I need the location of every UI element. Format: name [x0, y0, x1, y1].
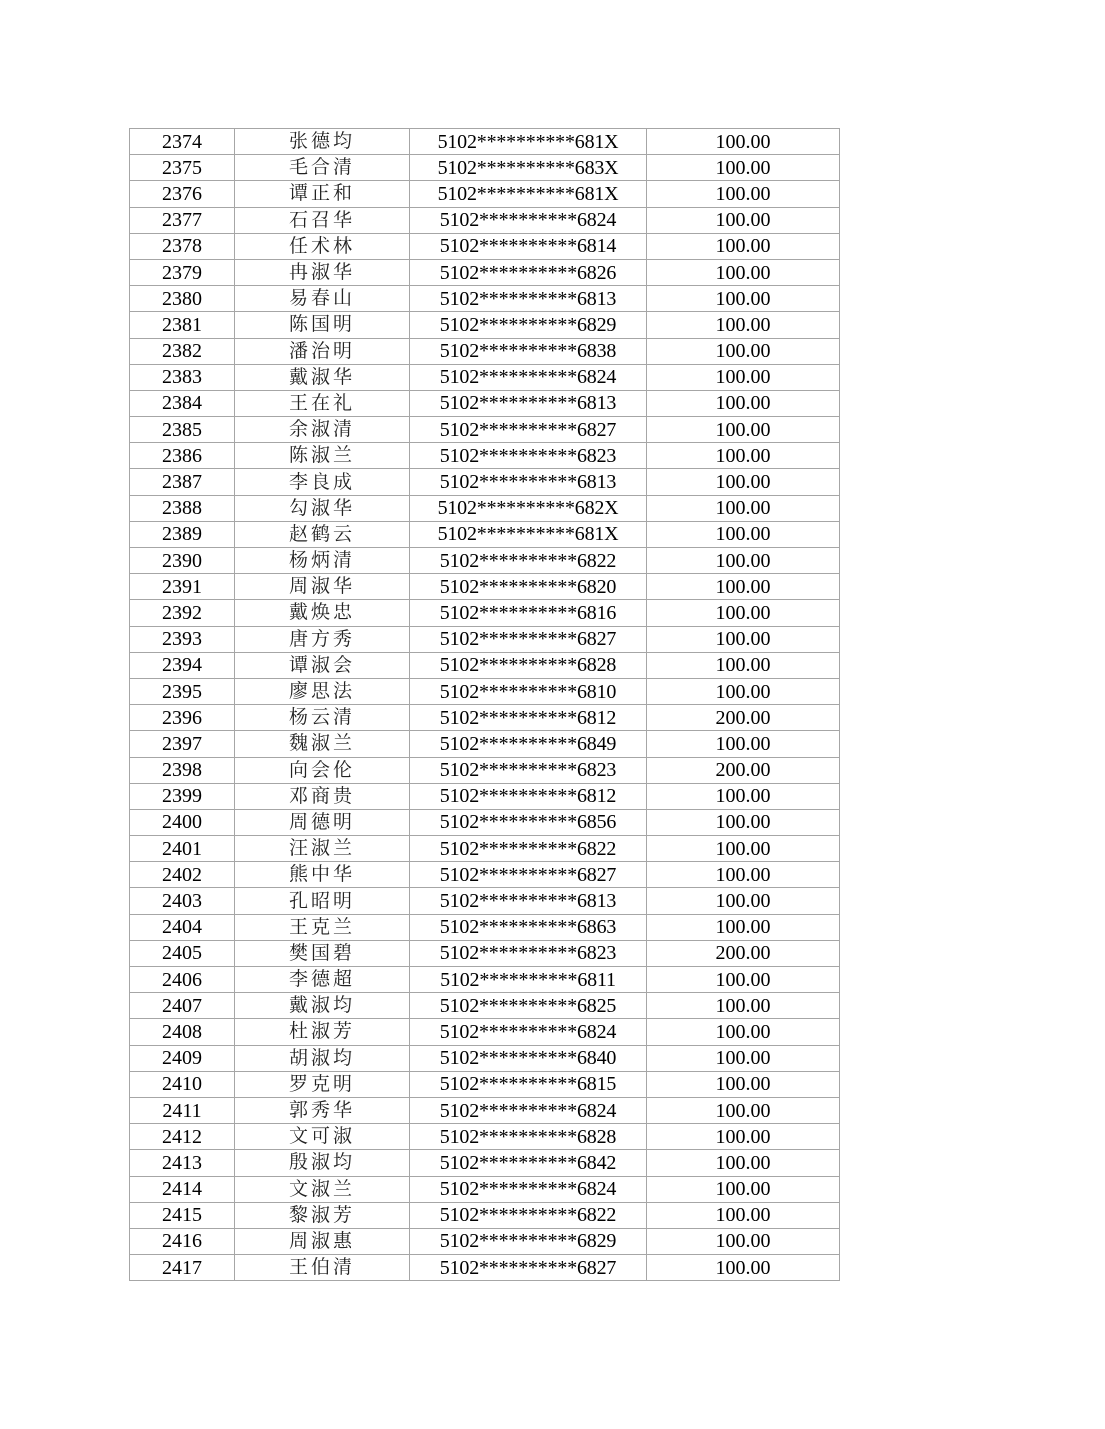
name-cell: 黎淑芳 — [235, 1202, 410, 1228]
name-cell: 殷淑均 — [235, 1150, 410, 1176]
row-number-cell: 2412 — [130, 1124, 235, 1150]
table-row — [130, 286, 840, 312]
id-number-cell: 5102**********6827 — [410, 417, 647, 443]
table-row — [130, 626, 840, 652]
name-cell: 李良成 — [235, 469, 410, 495]
row-number-cell: 2408 — [130, 1019, 235, 1045]
id-number-cell: 5102**********6826 — [410, 259, 647, 285]
table-row — [130, 155, 840, 181]
amount-cell: 100.00 — [647, 652, 840, 678]
table-row — [130, 1124, 840, 1150]
amount-cell: 100.00 — [647, 207, 840, 233]
table-row — [130, 731, 840, 757]
amount-cell: 100.00 — [647, 364, 840, 390]
id-number-cell: 5102**********6813 — [410, 469, 647, 495]
table-row — [130, 364, 840, 390]
amount-cell: 100.00 — [647, 469, 840, 495]
amount-cell: 200.00 — [647, 940, 840, 966]
row-number-cell: 2394 — [130, 652, 235, 678]
table-row — [130, 207, 840, 233]
name-cell: 樊国碧 — [235, 940, 410, 966]
amount-cell: 100.00 — [647, 1228, 840, 1254]
table-row — [130, 600, 840, 626]
amount-cell: 100.00 — [647, 312, 840, 338]
row-number-cell: 2396 — [130, 705, 235, 731]
name-cell: 杨炳清 — [235, 548, 410, 574]
table-row — [130, 1019, 840, 1045]
name-cell: 潘治明 — [235, 338, 410, 364]
row-number-cell: 2410 — [130, 1071, 235, 1097]
id-number-cell: 5102**********6822 — [410, 1202, 647, 1228]
table-row — [130, 757, 840, 783]
row-number-cell: 2417 — [130, 1255, 235, 1281]
row-number-cell: 2409 — [130, 1045, 235, 1071]
name-cell: 李德超 — [235, 967, 410, 993]
row-number-cell: 2377 — [130, 207, 235, 233]
table-row — [130, 1150, 840, 1176]
row-number-cell: 2403 — [130, 888, 235, 914]
id-number-cell: 5102**********6838 — [410, 338, 647, 364]
id-number-cell: 5102**********6842 — [410, 1150, 647, 1176]
amount-cell: 100.00 — [647, 155, 840, 181]
id-number-cell: 5102**********6813 — [410, 286, 647, 312]
row-number-cell: 2393 — [130, 626, 235, 652]
id-number-cell: 5102**********6815 — [410, 1071, 647, 1097]
name-cell: 杨云清 — [235, 705, 410, 731]
table-row — [130, 548, 840, 574]
amount-cell: 100.00 — [647, 286, 840, 312]
id-number-cell: 5102**********681X — [410, 129, 647, 155]
id-number-cell: 5102**********6813 — [410, 888, 647, 914]
row-number-cell: 2416 — [130, 1228, 235, 1254]
table-row — [130, 1097, 840, 1123]
row-number-cell: 2413 — [130, 1150, 235, 1176]
id-number-cell: 5102**********6812 — [410, 783, 647, 809]
amount-cell: 100.00 — [647, 1097, 840, 1123]
amount-cell: 100.00 — [647, 626, 840, 652]
amount-cell: 100.00 — [647, 390, 840, 416]
amount-cell: 100.00 — [647, 1176, 840, 1202]
id-number-cell: 5102**********681X — [410, 181, 647, 207]
row-number-cell: 2398 — [130, 757, 235, 783]
id-number-cell: 5102**********682X — [410, 495, 647, 521]
name-cell: 陈国明 — [235, 312, 410, 338]
amount-cell: 100.00 — [647, 259, 840, 285]
name-cell: 罗克明 — [235, 1071, 410, 1097]
name-cell: 张德均 — [235, 129, 410, 155]
row-number-cell: 2405 — [130, 940, 235, 966]
name-cell: 余淑清 — [235, 417, 410, 443]
id-number-cell: 5102**********6827 — [410, 862, 647, 888]
row-number-cell: 2381 — [130, 312, 235, 338]
name-cell: 谭正和 — [235, 181, 410, 207]
amount-cell: 100.00 — [647, 181, 840, 207]
row-number-cell: 2404 — [130, 914, 235, 940]
name-cell: 唐方秀 — [235, 626, 410, 652]
row-number-cell: 2388 — [130, 495, 235, 521]
amount-cell: 100.00 — [647, 731, 840, 757]
amount-cell: 200.00 — [647, 757, 840, 783]
name-cell: 勾淑华 — [235, 495, 410, 521]
row-number-cell: 2415 — [130, 1202, 235, 1228]
row-number-cell: 2411 — [130, 1097, 235, 1123]
row-number-cell: 2399 — [130, 783, 235, 809]
table-row — [130, 783, 840, 809]
name-cell: 周淑惠 — [235, 1228, 410, 1254]
name-cell: 赵鹤云 — [235, 521, 410, 547]
id-number-cell: 5102**********6813 — [410, 390, 647, 416]
name-cell: 戴淑均 — [235, 993, 410, 1019]
id-number-cell: 5102**********6829 — [410, 312, 647, 338]
id-number-cell: 5102**********6823 — [410, 757, 647, 783]
name-cell: 郭秀华 — [235, 1097, 410, 1123]
row-number-cell: 2380 — [130, 286, 235, 312]
table-row — [130, 1255, 840, 1281]
row-number-cell: 2397 — [130, 731, 235, 757]
amount-cell: 100.00 — [647, 993, 840, 1019]
row-number-cell: 2407 — [130, 993, 235, 1019]
table-row — [130, 967, 840, 993]
id-number-cell: 5102**********681X — [410, 521, 647, 547]
amount-cell: 100.00 — [647, 600, 840, 626]
amount-cell: 100.00 — [647, 233, 840, 259]
name-cell: 魏淑兰 — [235, 731, 410, 757]
amount-cell: 100.00 — [647, 443, 840, 469]
id-number-cell: 5102**********6849 — [410, 731, 647, 757]
table-row — [130, 809, 840, 835]
table-row — [130, 443, 840, 469]
row-number-cell: 2376 — [130, 181, 235, 207]
amount-cell: 100.00 — [647, 1124, 840, 1150]
name-cell: 孔昭明 — [235, 888, 410, 914]
amount-cell: 100.00 — [647, 1045, 840, 1071]
row-number-cell: 2387 — [130, 469, 235, 495]
id-number-cell: 5102**********6825 — [410, 993, 647, 1019]
amount-cell: 100.00 — [647, 417, 840, 443]
table-row — [130, 233, 840, 259]
name-cell: 陈淑兰 — [235, 443, 410, 469]
table-row — [130, 521, 840, 547]
name-cell: 胡淑均 — [235, 1045, 410, 1071]
id-number-cell: 5102**********6812 — [410, 705, 647, 731]
amount-cell: 100.00 — [647, 888, 840, 914]
row-number-cell: 2389 — [130, 521, 235, 547]
name-cell: 王伯清 — [235, 1255, 410, 1281]
table-row — [130, 836, 840, 862]
row-number-cell: 2414 — [130, 1176, 235, 1202]
name-cell: 石召华 — [235, 207, 410, 233]
id-number-cell: 5102**********6822 — [410, 836, 647, 862]
table-row — [130, 1176, 840, 1202]
table-body — [130, 129, 840, 1281]
table-row — [130, 574, 840, 600]
row-number-cell: 2382 — [130, 338, 235, 364]
table-row — [130, 862, 840, 888]
id-number-cell: 5102**********6827 — [410, 1255, 647, 1281]
row-number-cell: 2390 — [130, 548, 235, 574]
table-row — [130, 1071, 840, 1097]
table-row — [130, 940, 840, 966]
amount-cell: 100.00 — [647, 1202, 840, 1228]
amount-cell: 100.00 — [647, 521, 840, 547]
name-cell: 廖思法 — [235, 678, 410, 704]
name-cell: 王克兰 — [235, 914, 410, 940]
row-number-cell: 2383 — [130, 364, 235, 390]
name-cell: 文可淑 — [235, 1124, 410, 1150]
id-number-cell: 5102**********6824 — [410, 1019, 647, 1045]
id-number-cell: 5102**********6824 — [410, 207, 647, 233]
name-cell: 周淑华 — [235, 574, 410, 600]
row-number-cell: 2384 — [130, 390, 235, 416]
amount-cell: 100.00 — [647, 548, 840, 574]
table-row — [130, 888, 840, 914]
data-table — [129, 128, 840, 1281]
table-row — [130, 390, 840, 416]
id-number-cell: 5102**********6823 — [410, 940, 647, 966]
id-number-cell: 5102**********6828 — [410, 652, 647, 678]
amount-cell: 100.00 — [647, 783, 840, 809]
id-number-cell: 5102**********6840 — [410, 1045, 647, 1071]
name-cell: 杜淑芳 — [235, 1019, 410, 1045]
id-number-cell: 5102**********6829 — [410, 1228, 647, 1254]
amount-cell: 100.00 — [647, 495, 840, 521]
row-number-cell: 2395 — [130, 678, 235, 704]
id-number-cell: 5102**********6820 — [410, 574, 647, 600]
row-number-cell: 2392 — [130, 600, 235, 626]
id-number-cell: 5102**********6824 — [410, 1097, 647, 1123]
name-cell: 向会伦 — [235, 757, 410, 783]
table-row — [130, 495, 840, 521]
name-cell: 任术林 — [235, 233, 410, 259]
amount-cell: 100.00 — [647, 809, 840, 835]
amount-cell: 100.00 — [647, 862, 840, 888]
amount-cell: 100.00 — [647, 1255, 840, 1281]
id-number-cell: 5102**********6816 — [410, 600, 647, 626]
row-number-cell: 2391 — [130, 574, 235, 600]
amount-cell: 100.00 — [647, 914, 840, 940]
name-cell: 毛合清 — [235, 155, 410, 181]
amount-cell: 100.00 — [647, 836, 840, 862]
row-number-cell: 2386 — [130, 443, 235, 469]
table-row — [130, 678, 840, 704]
name-cell: 邓商贵 — [235, 783, 410, 809]
id-number-cell: 5102**********6827 — [410, 626, 647, 652]
row-number-cell: 2379 — [130, 259, 235, 285]
name-cell: 王在礼 — [235, 390, 410, 416]
row-number-cell: 2402 — [130, 862, 235, 888]
name-cell: 谭淑会 — [235, 652, 410, 678]
table-row — [130, 181, 840, 207]
table-row — [130, 1202, 840, 1228]
id-number-cell: 5102**********6863 — [410, 914, 647, 940]
name-cell: 戴淑华 — [235, 364, 410, 390]
row-number-cell: 2385 — [130, 417, 235, 443]
table-row — [130, 914, 840, 940]
id-number-cell: 5102**********6814 — [410, 233, 647, 259]
table-row — [130, 469, 840, 495]
row-number-cell: 2400 — [130, 809, 235, 835]
amount-cell: 100.00 — [647, 1071, 840, 1097]
amount-cell: 200.00 — [647, 705, 840, 731]
table-row — [130, 259, 840, 285]
table-row — [130, 1045, 840, 1071]
amount-cell: 100.00 — [647, 338, 840, 364]
amount-cell: 100.00 — [647, 1150, 840, 1176]
id-number-cell: 5102**********6810 — [410, 678, 647, 704]
table-row — [130, 417, 840, 443]
table-row — [130, 652, 840, 678]
name-cell: 汪淑兰 — [235, 836, 410, 862]
name-cell: 戴焕忠 — [235, 600, 410, 626]
table-row — [130, 129, 840, 155]
name-cell: 易春山 — [235, 286, 410, 312]
amount-cell: 100.00 — [647, 678, 840, 704]
amount-cell: 100.00 — [647, 967, 840, 993]
id-number-cell: 5102**********6822 — [410, 548, 647, 574]
name-cell: 冉淑华 — [235, 259, 410, 285]
row-number-cell: 2401 — [130, 836, 235, 862]
table-row — [130, 1228, 840, 1254]
amount-cell: 100.00 — [647, 129, 840, 155]
id-number-cell: 5102**********6856 — [410, 809, 647, 835]
table-row — [130, 312, 840, 338]
id-number-cell: 5102**********6824 — [410, 364, 647, 390]
amount-cell: 100.00 — [647, 1019, 840, 1045]
row-number-cell: 2378 — [130, 233, 235, 259]
table-row — [130, 705, 840, 731]
row-number-cell: 2406 — [130, 967, 235, 993]
row-number-cell: 2375 — [130, 155, 235, 181]
table-row — [130, 993, 840, 1019]
id-number-cell: 5102**********6824 — [410, 1176, 647, 1202]
name-cell: 文淑兰 — [235, 1176, 410, 1202]
row-number-cell: 2374 — [130, 129, 235, 155]
table-row — [130, 338, 840, 364]
name-cell: 熊中华 — [235, 862, 410, 888]
amount-cell: 100.00 — [647, 574, 840, 600]
id-number-cell: 5102**********683X — [410, 155, 647, 181]
name-cell: 周德明 — [235, 809, 410, 835]
id-number-cell: 5102**********6828 — [410, 1124, 647, 1150]
id-number-cell: 5102**********6811 — [410, 967, 647, 993]
id-number-cell: 5102**********6823 — [410, 443, 647, 469]
